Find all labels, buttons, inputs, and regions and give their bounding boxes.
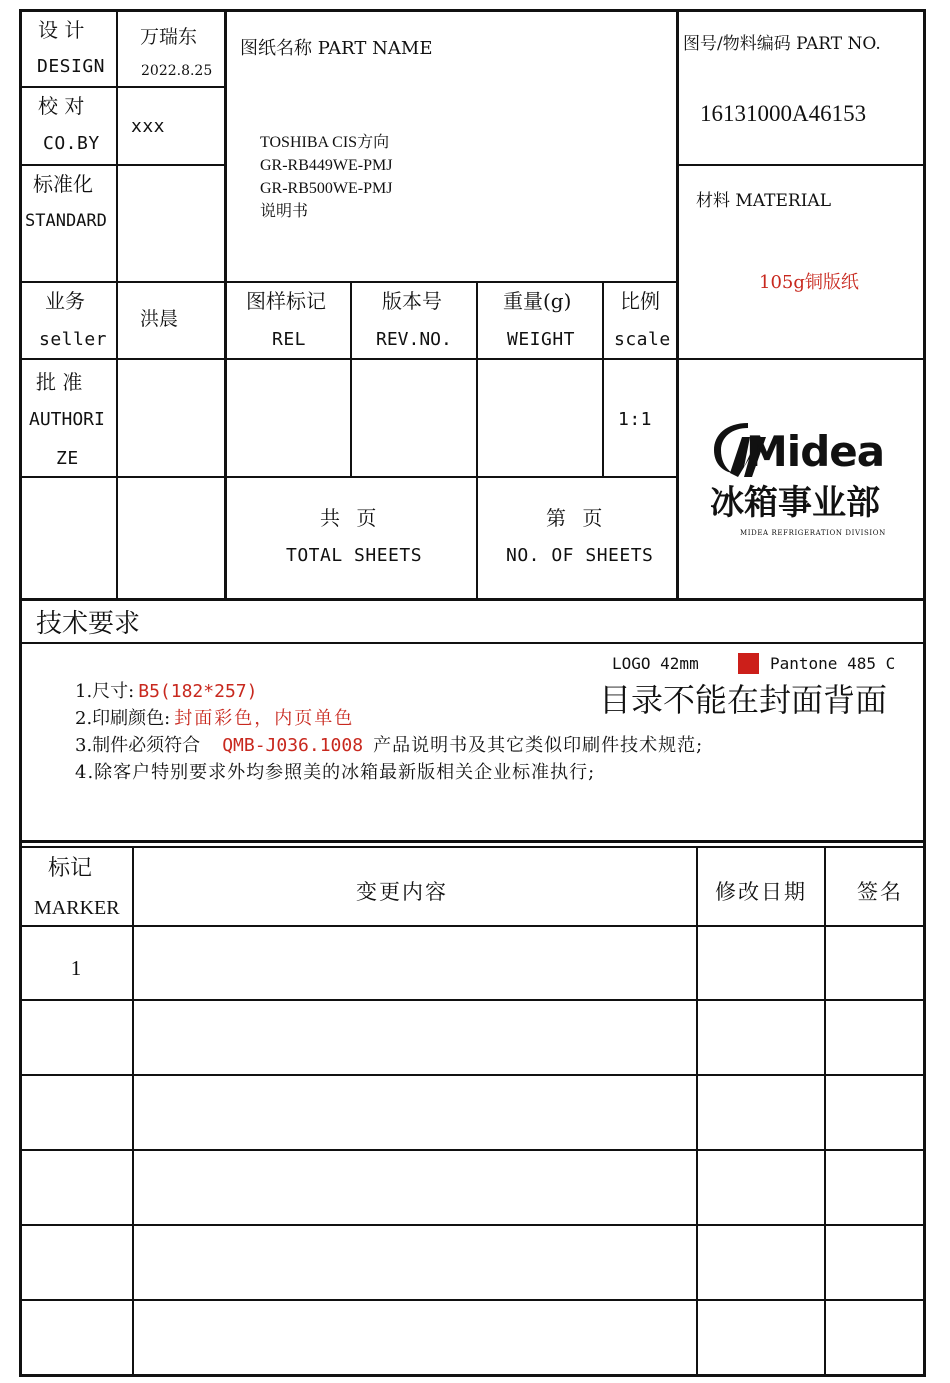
table-row: 1: [70, 956, 82, 980]
approve-label-cn: 批 准: [36, 370, 83, 394]
part-name-value: [260, 131, 392, 223]
seller-name: 洪晨: [140, 308, 179, 330]
approve-label-en-2: ZE: [56, 448, 79, 469]
grid-line: [20, 598, 926, 601]
change-content-header: 变更内容: [356, 880, 448, 904]
design-label-en: DESIGN: [37, 56, 106, 77]
grid-line: [20, 281, 678, 283]
grid-line: [676, 164, 925, 166]
marker-header-cn: 标记: [48, 856, 93, 881]
frame-top: [20, 9, 926, 12]
standard-label-en: STANDARD: [25, 211, 107, 231]
part-no-label: 图号/物料编码 PART NO.: [683, 34, 881, 54]
req-item-3-code: QMB-J036.1008: [222, 735, 364, 756]
grid-line: [20, 1149, 925, 1151]
design-label-cn: 设 计: [38, 18, 85, 42]
signature-header: 签名: [857, 880, 903, 904]
grid-line: [20, 999, 925, 1001]
grid-line: [20, 476, 678, 478]
sheet-no-cn: 第 页: [546, 506, 603, 530]
req-item-2-value: 封面彩色，内页单色: [174, 708, 355, 729]
total-sheets-cn: 共 页: [320, 506, 377, 530]
req-item-1-label: 1.尺寸:: [75, 681, 135, 702]
grid-line: [350, 282, 352, 477]
grid-line: [116, 9, 118, 599]
req-item-4: 4.除客户特别要求外均参照美的冰箱最新版相关企业标准执行;: [75, 762, 596, 783]
rev-label-en: REV.NO.: [376, 329, 452, 350]
rev-label-cn: 版本号: [382, 289, 442, 313]
pantone-label: Pantone 485 C: [770, 654, 896, 673]
division-name-cn: 冰箱事业部: [710, 483, 880, 523]
grid-line: [20, 1224, 925, 1226]
grid-line: [20, 925, 925, 927]
weight-label-en: WEIGHT: [507, 329, 576, 350]
standard-label-cn: 标准化: [33, 172, 93, 196]
notice-text: 目录不能在封面背面: [599, 681, 888, 719]
seller-label-en: seller: [39, 329, 108, 350]
req-item-1: [75, 683, 257, 701]
logo-size-note: LOGO 42mm: [612, 654, 699, 673]
part-no-value: 16131000A46153: [700, 101, 867, 126]
req-item-2-label: 2.印刷颜色:: [75, 708, 171, 729]
rel-label-cn: 图样标记: [246, 289, 326, 313]
material-label: 材料 MATERIAL: [696, 191, 831, 211]
req-item-3-rest: 产品说明书及其它类似印刷件技术规范;: [373, 735, 704, 756]
change-date-header: 修改日期: [715, 880, 807, 904]
checker-name: xxx: [131, 116, 166, 137]
scale-label-en: scale: [614, 329, 671, 350]
sheet-no-en: NO. OF SHEETS: [506, 545, 654, 566]
req-item-1-value: B5(182*257): [138, 681, 258, 702]
grid-line: [602, 282, 604, 477]
part-name-line: TOSHIBA CIS方向: [260, 134, 390, 151]
grid-line: [20, 358, 925, 360]
grid-line: [20, 164, 225, 166]
frame-bottom: [19, 1374, 926, 1377]
grid-line: [20, 1299, 925, 1301]
pantone-swatch: [738, 653, 759, 674]
grid-line: [20, 642, 925, 644]
designer-name: 万瑞东: [140, 26, 198, 48]
approve-label-en-1: AUTHORI: [29, 409, 105, 430]
division-name-en: MIDEA REFRIGERATION DIVISION: [740, 529, 886, 537]
scale-value: 1:1: [618, 409, 653, 430]
total-sheets-en: TOTAL SHEETS: [286, 545, 423, 566]
requirements-heading: 技术要求: [36, 609, 141, 639]
scale-label-cn: 比例: [620, 289, 660, 313]
part-name-line: GR-RB449WE-PMJ: [260, 157, 393, 174]
rel-label-en: REL: [272, 329, 307, 350]
seller-label-cn: 业务: [45, 289, 85, 313]
material-value: 105g铜版纸: [759, 272, 859, 293]
midea-logo: [708, 412, 908, 542]
req-item-3: [75, 737, 703, 755]
check-label-en: CO.BY: [43, 133, 100, 154]
frame-right: [923, 9, 926, 1377]
marker-header-en: MARKER: [34, 897, 120, 919]
part-name-label: 图纸名称 PART NAME: [240, 38, 433, 59]
grid-line: [476, 282, 478, 599]
req-item-3-label: 3.制件必须符合: [75, 735, 201, 756]
check-label-cn: 校 对: [38, 94, 85, 118]
grid-line: [224, 9, 227, 599]
weight-label-cn: 重量(g): [503, 289, 572, 313]
part-name-line: 说明书: [260, 203, 309, 220]
grid-line: [20, 840, 926, 843]
design-date: 2022.8.25: [141, 63, 213, 79]
part-name-line: GR-RB500WE-PMJ: [260, 180, 393, 197]
req-item-2: [75, 710, 354, 728]
midea-wordmark: Midea: [746, 427, 885, 476]
grid-line: [20, 1074, 925, 1076]
grid-line: [20, 86, 225, 88]
frame-left: [19, 9, 22, 1377]
grid-line: [676, 9, 679, 599]
grid-line: [20, 846, 925, 848]
